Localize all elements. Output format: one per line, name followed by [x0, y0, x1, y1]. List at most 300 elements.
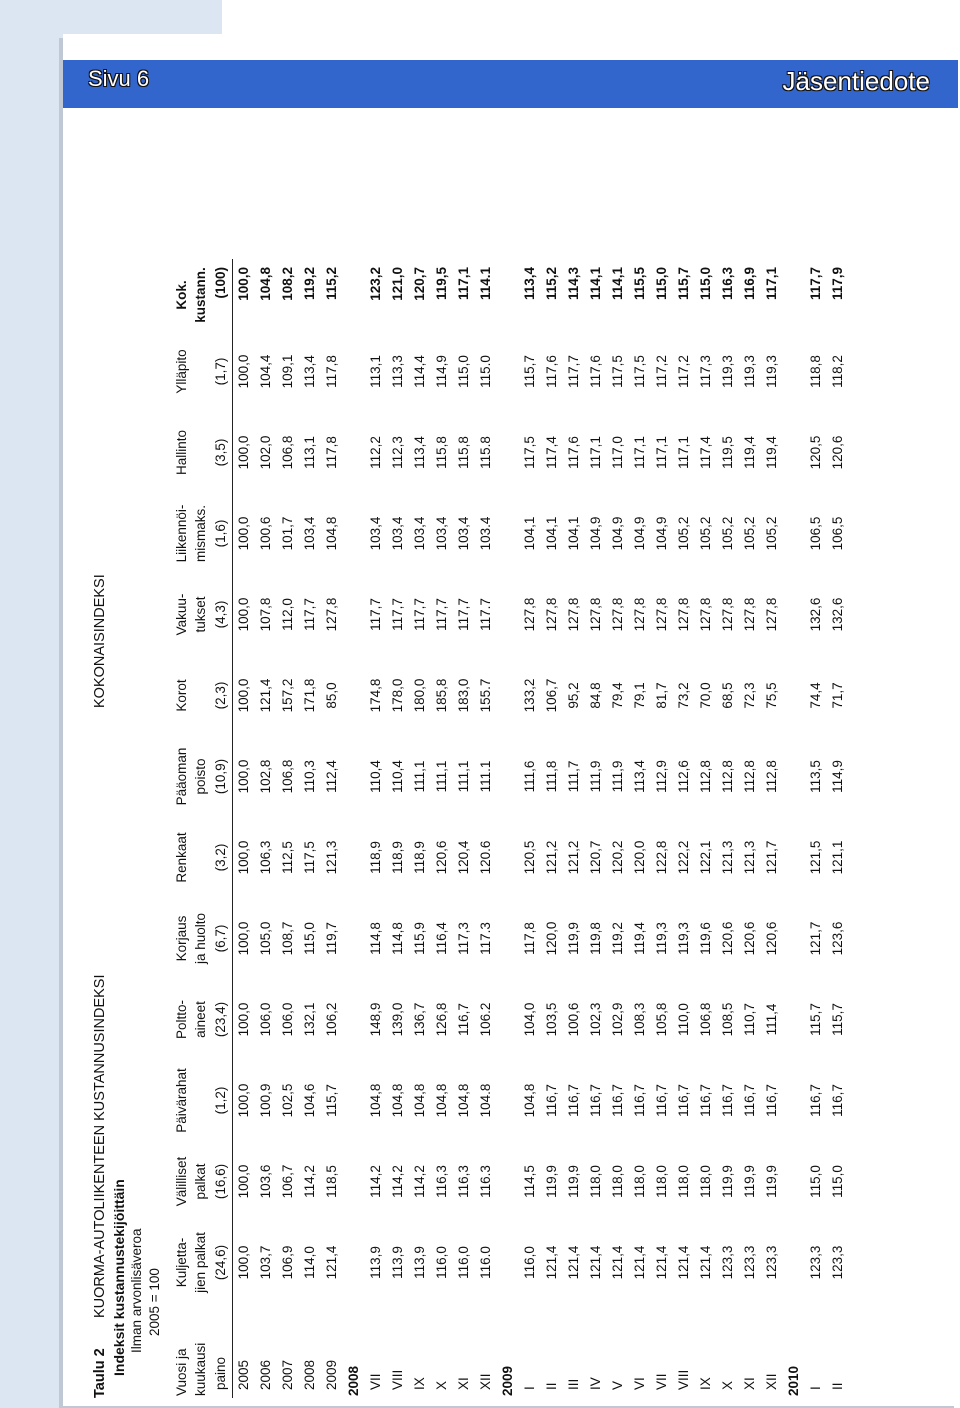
- year-heading: 2009: [500, 1365, 515, 1396]
- table-cell: 123,3: [830, 1245, 845, 1280]
- table-cell: 121,3: [324, 840, 339, 875]
- table-cell: 81,7: [654, 682, 669, 709]
- table-cell: 104,1: [566, 516, 581, 551]
- total-cell: 114.1: [478, 267, 493, 301]
- table-cell: 120,6: [434, 840, 449, 875]
- table-cell: 120,0: [544, 921, 559, 956]
- table-cell: 114,2: [368, 1165, 383, 1198]
- table-cell: 116,7: [456, 1003, 471, 1036]
- annual-row: [299, 259, 321, 1398]
- table-cell: 121,4: [654, 1245, 669, 1280]
- table-cell: 114,2: [412, 1165, 427, 1198]
- month-row: [695, 259, 717, 1398]
- month-row: [717, 259, 739, 1398]
- table-cell: 116,7: [676, 1084, 691, 1117]
- table-cell: 117,5: [302, 841, 317, 874]
- total-cell: 123,2: [368, 267, 383, 301]
- table-cell: 136,7: [412, 1002, 427, 1037]
- table-cell: 120,7: [588, 840, 603, 875]
- table-cell: 103,4: [368, 516, 383, 551]
- table-cell: 117,8: [324, 436, 339, 469]
- row-label: IX: [412, 1377, 427, 1390]
- table-cell: 120,6: [764, 921, 779, 956]
- table-cell: 104,1: [522, 516, 537, 551]
- table-cell: 118,8: [808, 355, 823, 388]
- total-cell: 116,9: [742, 267, 757, 301]
- month-row: [519, 259, 541, 1398]
- table-cell: 108,7: [280, 921, 295, 956]
- table-cell: 127,8: [610, 597, 625, 632]
- table-cell: 106,9: [280, 1245, 295, 1280]
- table-cell: 104,8: [522, 1083, 537, 1118]
- table-cell: 106,0: [280, 1002, 295, 1037]
- table-cell: 113,3: [390, 355, 405, 388]
- table-cell: 113,9: [390, 1246, 405, 1279]
- month-row: [475, 259, 497, 1398]
- table-cell: 116,7: [610, 1084, 625, 1117]
- total-cell: 100,0: [236, 267, 251, 301]
- table-cell: 84,8: [588, 682, 603, 709]
- table-cell: 68,5: [720, 682, 735, 709]
- table-cell: 104,8: [456, 1083, 471, 1118]
- table-cell: 102,9: [610, 1002, 625, 1037]
- annual-row: [255, 259, 277, 1398]
- column-header: Korot: [174, 679, 189, 712]
- table-cell: 127,8: [698, 597, 713, 632]
- table-cell: 102,5: [280, 1083, 295, 1118]
- table-cell: 114,5: [522, 1165, 537, 1198]
- table-cell: 104,8: [434, 1083, 449, 1118]
- table-cell: 157,2: [280, 678, 295, 713]
- annual-row: [321, 259, 343, 1398]
- table-cell: (10,9): [210, 736, 233, 817]
- table-cell: 119,4: [742, 436, 757, 469]
- table-cell: 114,2: [390, 1165, 405, 1198]
- table-cell: 104,9: [632, 516, 647, 551]
- table-cell: 120,4: [456, 840, 471, 875]
- table-cell: 117,5: [522, 436, 537, 469]
- table-cell: 118,9: [368, 841, 383, 874]
- table-cell: 127,8: [324, 597, 339, 632]
- table-cell: 113,9: [412, 1246, 427, 1279]
- table-cell: 113,9: [368, 1246, 383, 1279]
- table-cell: 117,7: [434, 598, 449, 631]
- table-cell: 116,7: [742, 1084, 757, 1117]
- table-cell: 79,4: [610, 682, 625, 709]
- table-cell: 102,0: [258, 435, 273, 470]
- table-cell: 127,8: [544, 597, 559, 632]
- table-cell: 120.6: [478, 840, 493, 875]
- table-cell: 132,6: [830, 597, 845, 632]
- table-cell: 111,7: [566, 760, 581, 793]
- total-cell: 117,1: [456, 267, 471, 301]
- table-cell: 111,8: [544, 760, 559, 793]
- table-cell: 127,8: [522, 597, 537, 632]
- table-cell: 112,3: [390, 436, 405, 469]
- table-cell: 100,0: [236, 435, 251, 470]
- table-cell: 106,8: [280, 759, 295, 794]
- table-cell: 116,7: [632, 1084, 647, 1117]
- table-cell: 116,7: [720, 1084, 735, 1117]
- table-cell: 112,8: [764, 760, 779, 793]
- table-cell: 121,2: [544, 840, 559, 875]
- row-label: XI: [742, 1377, 757, 1390]
- table-cell: 121,7: [764, 840, 779, 875]
- table-cell: 101,7: [280, 516, 295, 551]
- table-cell: 113,4: [632, 760, 647, 793]
- table-cell: 100,0: [236, 1002, 251, 1037]
- table-cell: 121,3: [720, 840, 735, 875]
- table-cell: 105,8: [654, 1002, 669, 1037]
- table-cell: 132,6: [808, 597, 823, 632]
- column-header: jien palkat: [193, 1232, 208, 1293]
- table-cell: 121,4: [324, 1245, 339, 1280]
- table-cell: 122,1: [698, 840, 713, 875]
- table-cell: 116.3: [478, 1165, 493, 1198]
- table-cell: 118,0: [676, 1165, 691, 1198]
- column-header: mismaks.: [193, 505, 208, 562]
- total-cell: 115,0: [654, 267, 669, 301]
- table-cell: 117,7: [368, 598, 383, 631]
- month-row: [453, 259, 475, 1398]
- table-cell: 104,8: [368, 1083, 383, 1118]
- table-cell: 106.2: [478, 1002, 493, 1037]
- table-cell: 116,0: [456, 1246, 471, 1279]
- table-cell: 104,9: [588, 516, 603, 551]
- table-cell: 108,5: [720, 1002, 735, 1037]
- table-cell: 103,7: [258, 1245, 273, 1280]
- header-row-1: [172, 259, 191, 1398]
- column-header: Kok.: [174, 280, 189, 310]
- total-cell: 117,1: [764, 267, 779, 301]
- column-header: kuukausi: [193, 1342, 208, 1396]
- table-cell: 110,3: [302, 760, 317, 793]
- table-cell: 100,0: [236, 840, 251, 875]
- table-cell: 116,7: [830, 1084, 845, 1117]
- column-header: Hallinto: [174, 429, 189, 476]
- month-row: [673, 259, 695, 1398]
- table-cell: 114,9: [434, 355, 449, 388]
- table-cell: 118,9: [390, 841, 405, 874]
- table-cell: 113,1: [302, 436, 317, 469]
- table-cell: 120,5: [808, 435, 823, 470]
- table-cell: 115,7: [808, 1003, 823, 1036]
- table-cell: 126,8: [434, 1002, 449, 1037]
- month-row: [739, 259, 761, 1398]
- table-cell: 111,9: [588, 760, 603, 793]
- table-cell: 105,2: [764, 516, 779, 551]
- table-cell: 112,6: [676, 760, 691, 793]
- table-cell: 117,6: [544, 355, 559, 388]
- page-number: Sivu 6: [88, 66, 150, 91]
- table-cell: 121,4: [566, 1245, 581, 1280]
- table-cell: 123,3: [742, 1245, 757, 1280]
- table-cell: 121,4: [588, 1245, 603, 1280]
- table-cell: 113,4: [412, 436, 427, 469]
- total-cell: 114,1: [588, 267, 603, 301]
- table-cell: 115,0: [302, 922, 317, 955]
- table-cell: 108,3: [632, 1002, 647, 1037]
- table-cell: 121,4: [698, 1245, 713, 1280]
- table-cell: 100,0: [236, 1245, 251, 1280]
- column-header: [191, 412, 210, 493]
- table-cell: (1,7): [210, 331, 233, 412]
- column-header: Välilliset: [174, 1156, 189, 1207]
- table-cell: 111.1: [478, 760, 493, 793]
- vat-note: Ilman arvonlisäveroa: [129, 1228, 144, 1353]
- month-row: [431, 259, 453, 1398]
- base-year-note: 2005 = 100: [147, 1268, 162, 1336]
- table-cell: 100,9: [258, 1083, 273, 1118]
- table-cell: (3,5): [210, 412, 233, 493]
- table-cell: 119,4: [764, 436, 779, 469]
- table-cell: (2,3): [210, 655, 233, 736]
- table-cell: 85,0: [324, 682, 339, 709]
- month-row: [365, 259, 387, 1398]
- table-cell: 121,4: [632, 1245, 647, 1280]
- table-cell: 120,5: [522, 840, 537, 875]
- table-cell: 121,2: [566, 840, 581, 875]
- month-row: [607, 259, 629, 1398]
- table-cell: 105,2: [742, 516, 757, 551]
- total-cell: 114,1: [610, 267, 625, 301]
- column-header: tukset: [193, 596, 208, 633]
- table-cell: 118,2: [830, 355, 845, 388]
- total-cell: 115,0: [698, 267, 713, 301]
- rotated-table-page: [92, 128, 872, 1398]
- table-cell: 117,4: [698, 436, 713, 469]
- table-cell: 103,4: [390, 516, 405, 551]
- annual-row: [233, 259, 256, 1398]
- column-header: Korjaus: [174, 915, 189, 962]
- table-cell: 155.7: [478, 678, 493, 713]
- table-cell: 117,7: [566, 355, 581, 388]
- table-cell: 114,8: [390, 922, 405, 955]
- table-cell: 112,8: [698, 760, 713, 793]
- table-cell: 119,3: [654, 922, 669, 955]
- table-cell: 71,7: [830, 682, 845, 709]
- table-cell: 111,9: [610, 760, 625, 793]
- table-cell: 100,0: [236, 597, 251, 632]
- total-cell: 104,8: [258, 267, 273, 301]
- table-cell: 115,9: [412, 922, 427, 955]
- table-cell: 112,0: [280, 598, 295, 631]
- column-header: Päivärahat: [174, 1068, 189, 1133]
- table-subtitle: Indeksit kustannustekijöittäin: [111, 1179, 127, 1376]
- total-cell: 119,2: [302, 267, 317, 301]
- total-cell: 116,3: [720, 267, 735, 301]
- table-cell: 123,3: [720, 1245, 735, 1280]
- table-cell: 117,6: [566, 436, 581, 469]
- row-label: 2006: [258, 1359, 273, 1390]
- row-label: XII: [764, 1373, 779, 1390]
- table-cell: 103,6: [258, 1164, 273, 1199]
- table-cell: 104,8: [324, 516, 339, 551]
- table-cell: 106,7: [280, 1164, 295, 1199]
- table-cell: 110,4: [368, 760, 383, 793]
- table-cell: 119,9: [764, 1165, 779, 1198]
- table-cell: 118,9: [412, 841, 427, 874]
- table-cell: 114,4: [412, 355, 427, 388]
- table-cell: 105,0: [258, 921, 273, 956]
- table-cell: (6,7): [210, 898, 233, 979]
- table-cell: 112,4: [324, 760, 339, 793]
- table-cell: 106,3: [258, 840, 273, 875]
- table-cell: 117,2: [676, 355, 691, 388]
- table-cell: 118,0: [698, 1165, 713, 1198]
- table-cell: 75,5: [764, 682, 779, 709]
- table-cell: 103,4: [302, 516, 317, 551]
- table-cell: 117,1: [676, 436, 691, 469]
- table-cell: 120,6: [742, 921, 757, 956]
- table-cell: (16,6): [210, 1141, 233, 1222]
- total-cell: 117,9: [830, 267, 845, 301]
- row-label: X: [434, 1380, 449, 1390]
- table-cell: 106,5: [808, 516, 823, 551]
- table-cell: 70,0: [698, 682, 713, 709]
- month-row: [541, 259, 563, 1398]
- total-cell: 121,0: [390, 267, 405, 301]
- table-cell: 110,7: [742, 1003, 757, 1036]
- row-label: VIII: [676, 1369, 691, 1390]
- table-cell: 116,7: [808, 1084, 823, 1117]
- year-heading: 2008: [346, 1365, 361, 1396]
- table-cell: 105,2: [698, 516, 713, 551]
- table-cell: 106,8: [280, 435, 295, 470]
- column-header: Vakuu-: [174, 593, 189, 636]
- table-cell: 111,1: [412, 760, 427, 793]
- year-heading-row: [783, 259, 805, 1398]
- table-cell: 109,1: [280, 354, 295, 389]
- table-cell: 113,5: [808, 760, 823, 793]
- table-cell: 127,8: [588, 597, 603, 632]
- total-cell: 120,7: [412, 267, 427, 301]
- row-label: 2007: [280, 1359, 295, 1390]
- total-cell: 115,2: [324, 267, 339, 301]
- publication-title: Jäsentiedote: [782, 66, 930, 96]
- table-cell: 115,8: [434, 436, 449, 469]
- table-cell: 104.8: [478, 1083, 493, 1118]
- table-cell: 119,9: [544, 1165, 559, 1198]
- table-cell: 112,8: [720, 760, 735, 793]
- total-cell: 108,2: [280, 267, 295, 301]
- table-cell: 119,3: [764, 355, 779, 388]
- year-heading-row: [343, 259, 365, 1398]
- table-cell: 118,0: [610, 1165, 625, 1198]
- table-cell: 178,0: [390, 678, 405, 713]
- table-cell: 106,7: [544, 678, 559, 713]
- row-label: X: [720, 1380, 735, 1390]
- column-header: Vuosi ja: [174, 1348, 189, 1396]
- table-cell: 118,0: [588, 1165, 603, 1198]
- table-cell: 121,7: [808, 921, 823, 956]
- table-cell: 185,8: [434, 678, 449, 713]
- month-row: [563, 259, 585, 1398]
- table-cell: 106,2: [324, 1002, 339, 1037]
- table-cell: 174,8: [368, 678, 383, 713]
- table-cell: (4,3): [210, 574, 233, 655]
- table-cell: 117,0: [610, 436, 625, 469]
- table-cell: 121,4: [610, 1245, 625, 1280]
- total-cell: 119,5: [434, 267, 449, 301]
- table-cell: 117,6: [588, 355, 603, 388]
- table-cell: 104,6: [302, 1083, 317, 1118]
- table-cell: 118,5: [324, 1165, 339, 1198]
- table-cell: 100,6: [566, 1002, 581, 1037]
- table-cell: 119,4: [632, 922, 647, 955]
- table-cell: 103.4: [478, 516, 493, 551]
- table-cell: 100,0: [236, 678, 251, 713]
- table-cell: 127,8: [654, 597, 669, 632]
- total-cell: 117,7: [808, 267, 823, 301]
- table-cell: 121,5: [808, 840, 823, 875]
- table-cell: 118,0: [654, 1165, 669, 1198]
- table-cell: 139,0: [390, 1002, 405, 1037]
- table-cell: 116,7: [588, 1084, 603, 1117]
- table-cell: 73,2: [676, 682, 691, 709]
- table-title: KUORMA-AUTOLIIKENTEEN KUSTANNUSINDEKSI: [92, 974, 108, 1318]
- table-cell: 133,2: [522, 678, 537, 713]
- table-cell: 100,0: [236, 516, 251, 551]
- table-cell: 117,1: [654, 436, 669, 469]
- row-label: VIII: [390, 1369, 405, 1390]
- column-header: kustann.: [193, 267, 208, 323]
- row-label: 2005: [236, 1359, 251, 1390]
- table-cell: 100,0: [236, 1083, 251, 1118]
- total-cell: 114,3: [566, 267, 581, 301]
- table-cell: 122,2: [676, 840, 691, 875]
- table-cell: 171,8: [302, 678, 317, 713]
- table-cell: 112,5: [280, 841, 295, 874]
- table-cell: 102,8: [258, 759, 273, 794]
- table-cell: 111,1: [456, 760, 471, 793]
- total-cell: 115,5: [632, 267, 647, 301]
- column-header: [191, 655, 210, 736]
- table-cell: 104,8: [412, 1083, 427, 1118]
- table-cell: 115.8: [478, 436, 493, 469]
- table-cell: 121,1: [830, 840, 845, 875]
- table-cell: 115,7: [324, 1084, 339, 1117]
- table-cell: 119,3: [742, 355, 757, 388]
- table-cell: 116,7: [698, 1084, 713, 1117]
- table-cell: 117,5: [610, 355, 625, 388]
- table-cell: 113,4: [302, 355, 317, 388]
- table-cell: 117,7: [390, 598, 405, 631]
- table-cell: 117,1: [632, 436, 647, 469]
- table-cell: 115,0: [456, 355, 471, 388]
- table-cell: 117,7: [456, 598, 471, 631]
- cost-index-table: [172, 259, 849, 1398]
- table-cell: 119,7: [324, 922, 339, 955]
- header-row-2: [191, 259, 210, 1398]
- table-number: Taulu 2: [92, 1348, 108, 1398]
- row-label: paino: [210, 1303, 233, 1398]
- table-cell: 117,8: [522, 922, 537, 955]
- table-cell: 119,9: [566, 922, 581, 955]
- table-cell: 113,1: [368, 355, 383, 388]
- table-cell: (23,4): [210, 979, 233, 1060]
- table-cell: 117,4: [544, 436, 559, 469]
- table-cell: 116,7: [654, 1084, 669, 1117]
- table-cell: 119,5: [720, 436, 735, 469]
- table-cell: 112,8: [742, 760, 757, 793]
- table-cell: 116,7: [764, 1084, 779, 1117]
- table-cell: 127,8: [566, 597, 581, 632]
- table-cell: 115.0: [478, 355, 493, 388]
- table-cell: 116,7: [544, 1084, 559, 1117]
- table-cell: 74,4: [808, 682, 823, 709]
- table-cell: 121,4: [258, 678, 273, 713]
